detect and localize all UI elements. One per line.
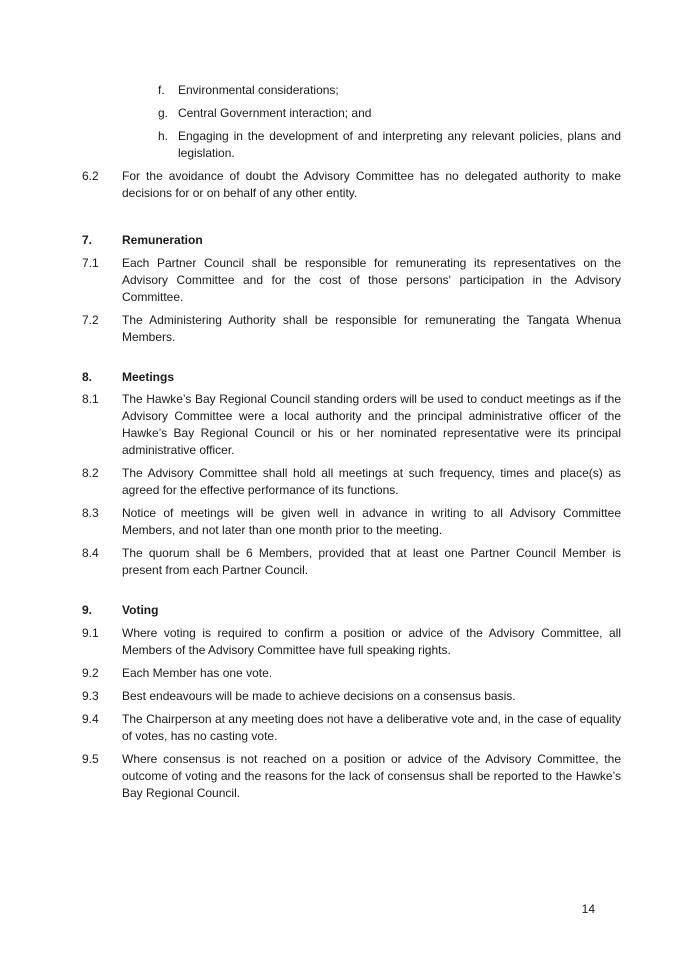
section-heading-remuneration	[82, 232, 621, 249]
clause-text: The Advisory Committee shall hold all meetings at such frequency, times and place(s) as agreed for the effective performance of its functions.	[122, 466, 621, 497]
section-number: 8.	[82, 370, 93, 384]
clause-number: 8.1	[82, 392, 99, 406]
section-heading-meetings	[82, 369, 621, 386]
clause-number: 6.2	[82, 169, 99, 183]
clause-text: Each Member has one vote.	[122, 666, 273, 680]
clause-7-2	[82, 312, 621, 346]
clause-9-4	[82, 711, 621, 745]
clause-6-2	[82, 168, 621, 202]
clause-number: 8.2	[82, 466, 99, 480]
clause-number: 9.3	[82, 689, 99, 703]
clause-number: 8.4	[82, 546, 99, 560]
clause-8-3	[82, 505, 621, 539]
list-text: Central Government interaction; and	[178, 106, 372, 120]
list-letter: g.	[158, 106, 169, 120]
clause-8-1	[82, 391, 621, 459]
clause-text: Where voting is required to confirm a position or advice of the Advisory Committee, all Members of the Advisory Committee have full speaking rights.	[122, 626, 621, 657]
list-letter: f.	[158, 83, 165, 97]
clause-7-1	[82, 255, 621, 306]
clause-9-5	[82, 751, 621, 802]
clause-9-2	[82, 665, 621, 682]
clause-text: The Administering Authority shall be responsible for remunerating the Tangata Whenua Members.	[122, 313, 621, 344]
list-item-g	[158, 105, 621, 122]
clause-text: Where consensus is not reached on a position or advice of the Advisory Committee, the outcome of voting and the reasons for the lack of consensus shall be reported to the Hawke’s Bay Regional Council.	[122, 752, 621, 800]
list-text: Environmental considerations;	[178, 83, 339, 97]
list-text: Engaging in the development of and interpreting any relevant policies, plans and legislation.	[178, 129, 621, 160]
page-number: 14	[581, 902, 595, 916]
section-number: 9.	[82, 603, 93, 617]
clause-number: 9.5	[82, 752, 99, 766]
clause-9-1	[82, 625, 621, 659]
clause-number: 9.2	[82, 666, 99, 680]
clause-8-2	[82, 465, 621, 499]
section-heading-voting	[82, 602, 621, 619]
clause-number: 8.3	[82, 506, 99, 520]
clause-number: 9.1	[82, 626, 99, 640]
clause-8-4	[82, 545, 621, 579]
clause-number: 9.4	[82, 712, 99, 726]
clause-text: For the avoidance of doubt the Advisory Committee has no delegated authority to make decisions for or on behalf of any other entity.	[122, 169, 621, 200]
section-title: Voting	[122, 603, 159, 617]
section-title: Remuneration	[122, 233, 203, 247]
section-number: 7.	[82, 233, 93, 247]
section-title: Meetings	[122, 370, 175, 384]
clause-text: Each Partner Council shall be responsible for remunerating its representatives on the Advisory Committee and for the cost of those persons' participation in the Advisory Committee.	[122, 256, 621, 304]
list-item-f	[158, 82, 621, 99]
clause-number: 7.2	[82, 313, 99, 327]
clause-text: The quorum shall be 6 Members, provided that at least one Partner Council Member is present from each Partner Council.	[122, 546, 621, 577]
list-item-h	[158, 128, 621, 162]
clause-number: 7.1	[82, 256, 99, 270]
clause-9-3	[82, 688, 621, 705]
list-letter: h.	[158, 129, 169, 143]
clause-text: The Hawke’s Bay Regional Council standing orders will be used to conduct meetings as if the Advisory Committee were a local authority and the principal administrative officer of the Hawke’s Bay Regional Council or his or her nominated representative were its principal administrative officer.	[122, 392, 621, 457]
clause-text: The Chairperson at any meeting does not have a deliberative vote and, in the case of equality of votes, has no casting vote.	[122, 712, 621, 743]
clause-text: Best endeavours will be made to achieve decisions on a consensus basis.	[122, 689, 516, 703]
clause-text: Notice of meetings will be given well in advance in writing to all Advisory Committee Members, and not later than one month prior to the meeting.	[122, 506, 621, 537]
